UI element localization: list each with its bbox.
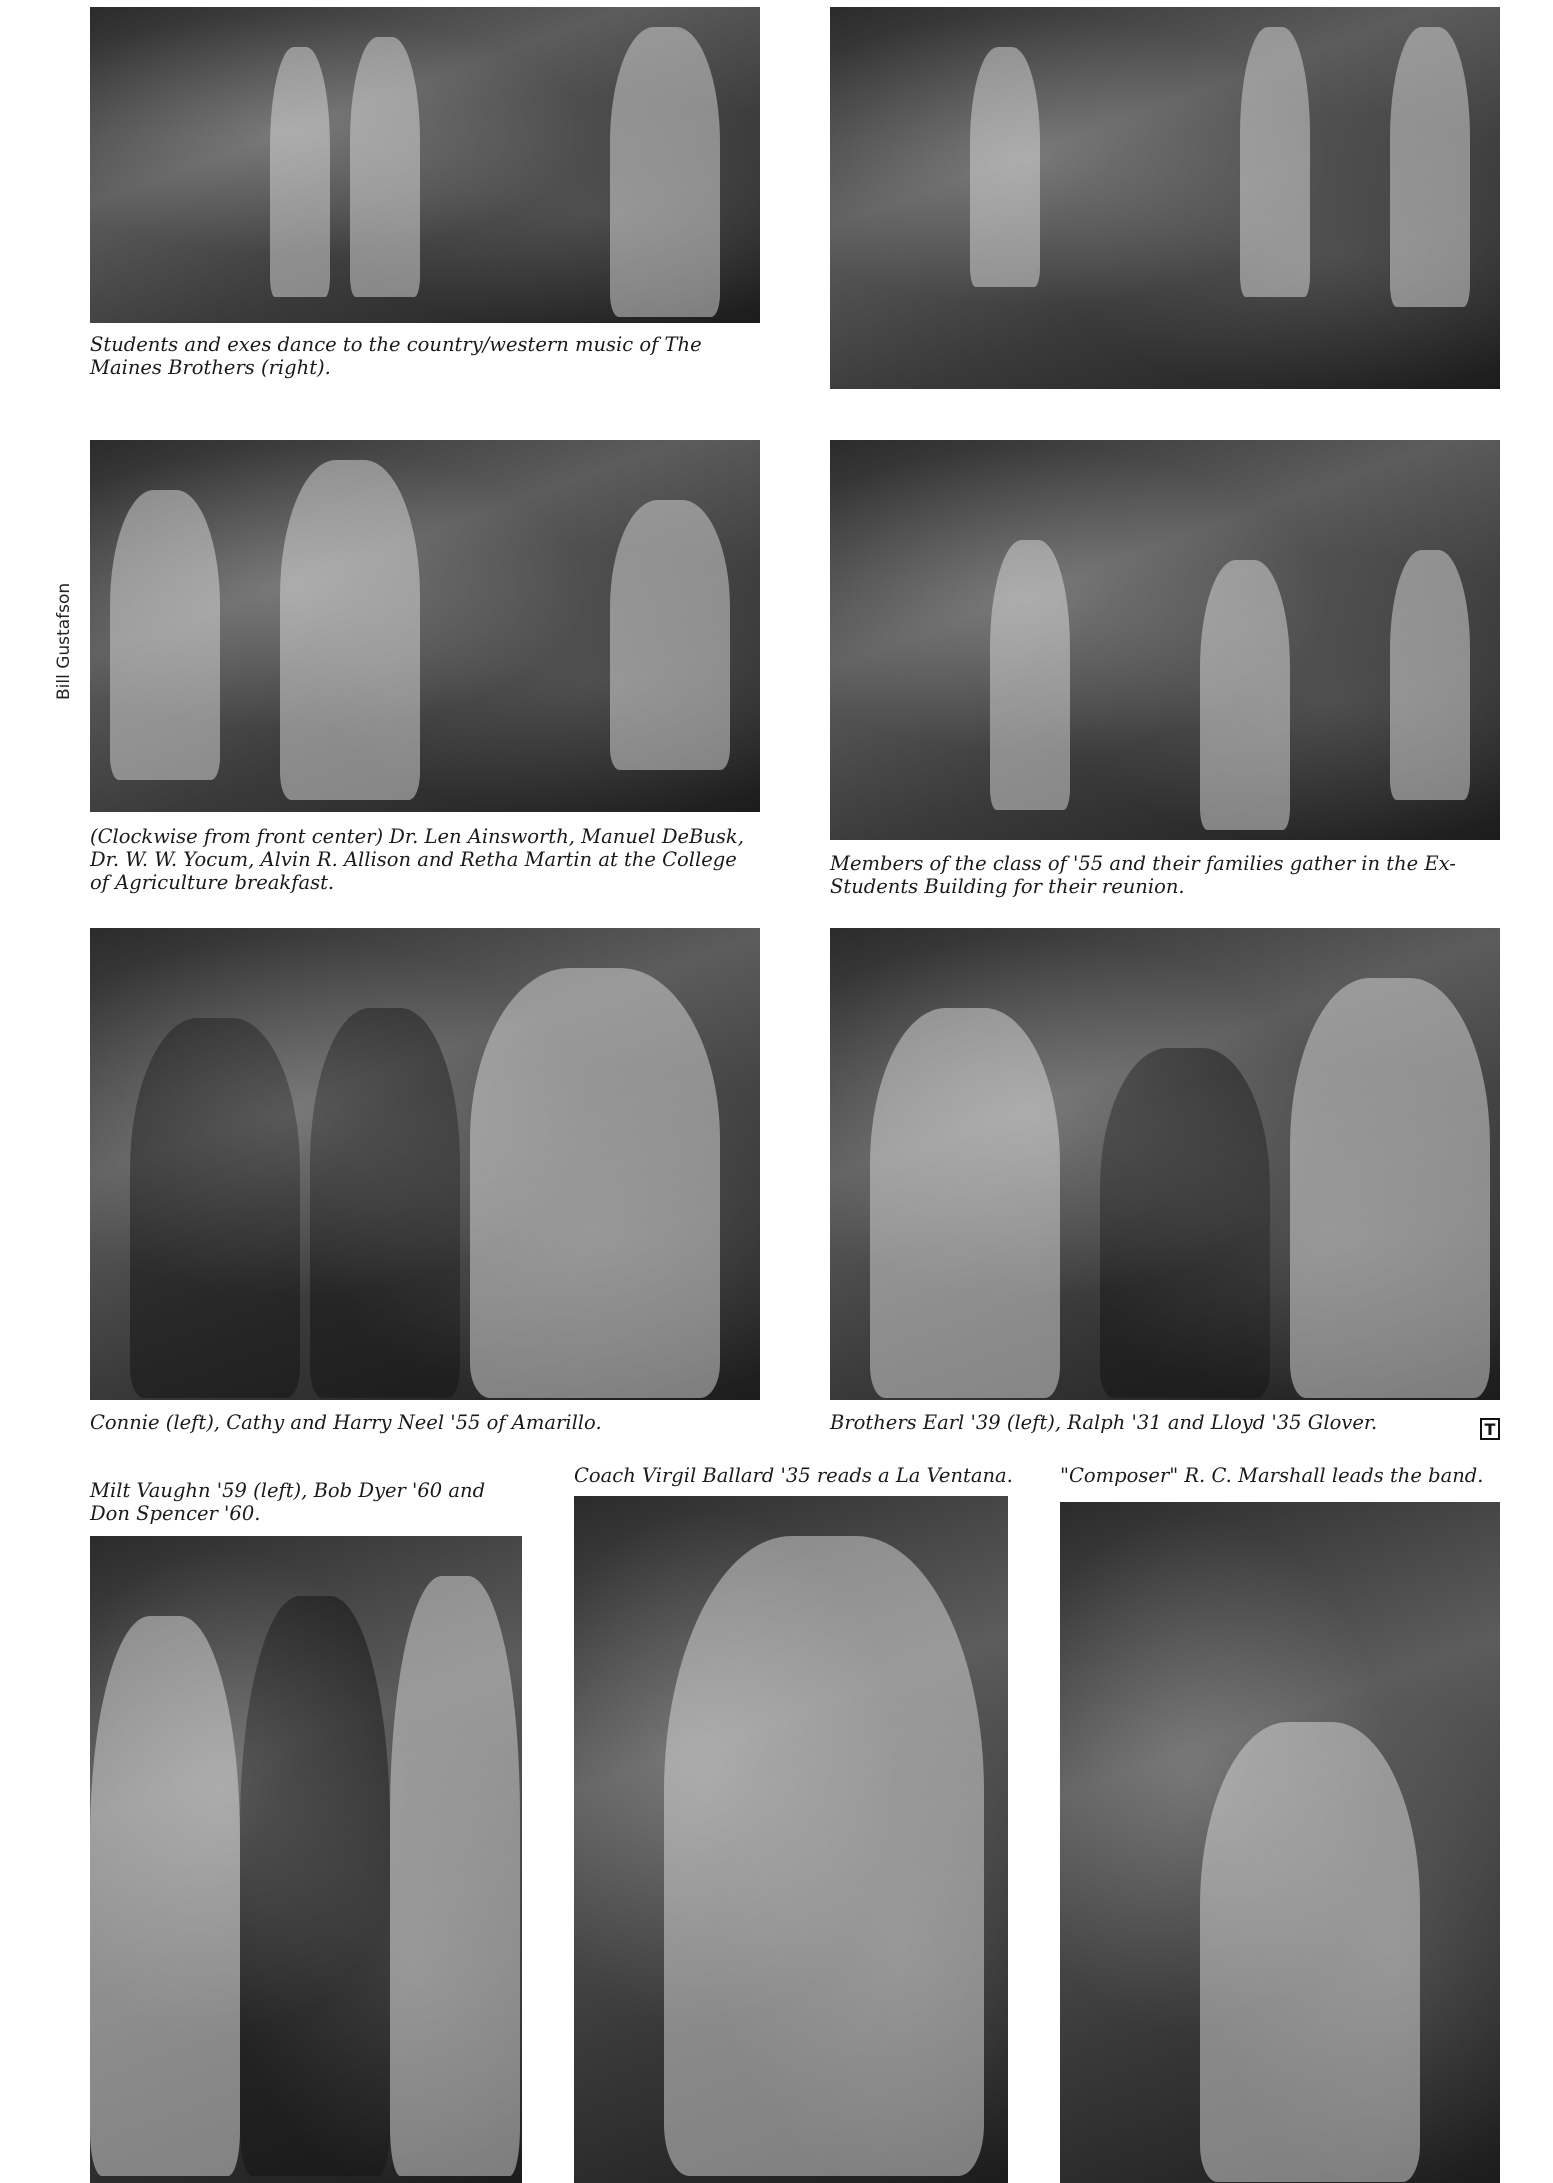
attendee-figure [280,460,420,800]
photo-agriculture-breakfast [90,440,760,812]
caption-class55: Members of the class of '55 and their families gather in the Ex-Students Building for their reunion. [830,852,1456,898]
person-figure [130,1018,300,1398]
dancer-figure [610,27,720,317]
person-figure [664,1536,984,2176]
caption-vaughn: Milt Vaughn '59 (left), Bob Dyer '60 and Don Spencer '60. [90,1479,486,1525]
person-figure [310,1008,460,1398]
double-t-logo-icon: T [1480,1418,1500,1440]
person-figure [390,1576,520,2176]
person-figure [90,1616,240,2176]
attendee-figure [1390,550,1470,800]
attendee-figure [990,540,1070,810]
photo-vaughn-dyer-spencer [90,1536,522,2183]
photo-class-of-55-reunion [830,440,1500,840]
photo-dance-floor [90,7,760,323]
dancer-figure [270,47,330,297]
caption-breakfast: (Clockwise from front center) Dr. Len Ainsworth, Manuel DeBusk, Dr. W. W. Yocum, Alvin R. Allison and Retha Martin at the College of Agriculture breakfast. [90,825,744,894]
photo-neel-family [90,928,760,1400]
person-figure [870,1008,1060,1398]
caption-ballard: Coach Virgil Ballard '35 reads a La Ventana. [574,1464,1013,1487]
person-figure [1200,1722,1420,2182]
person-figure [1290,978,1490,1398]
caption-dance: Students and exes dance to the country/western music of The Maines Brothers (right). [90,333,702,379]
photo-rc-marshall [1060,1502,1500,2183]
photo-credit: Bill Gustafson [54,582,74,700]
person-figure [470,968,720,1398]
attendee-figure [1200,560,1290,830]
photo-coach-ballard [574,1496,1008,2183]
musician-figure [970,47,1040,287]
person-figure [240,1596,390,2176]
attendee-figure [610,500,730,770]
attendee-figure [110,490,220,780]
person-figure [1100,1048,1270,1398]
dancer-figure [350,37,420,297]
musician-figure [1390,27,1470,307]
musician-figure [1240,27,1310,297]
caption-neel: Connie (left), Cathy and Harry Neel '55 of Amarillo. [90,1411,602,1434]
caption-marshall: "Composer" R. C. Marshall leads the band. [1060,1464,1484,1487]
caption-glover: Brothers Earl '39 (left), Ralph '31 and Lloyd '35 Glover. [830,1411,1378,1434]
photo-glover-brothers [830,928,1500,1400]
photo-maines-brothers-band [830,7,1500,389]
